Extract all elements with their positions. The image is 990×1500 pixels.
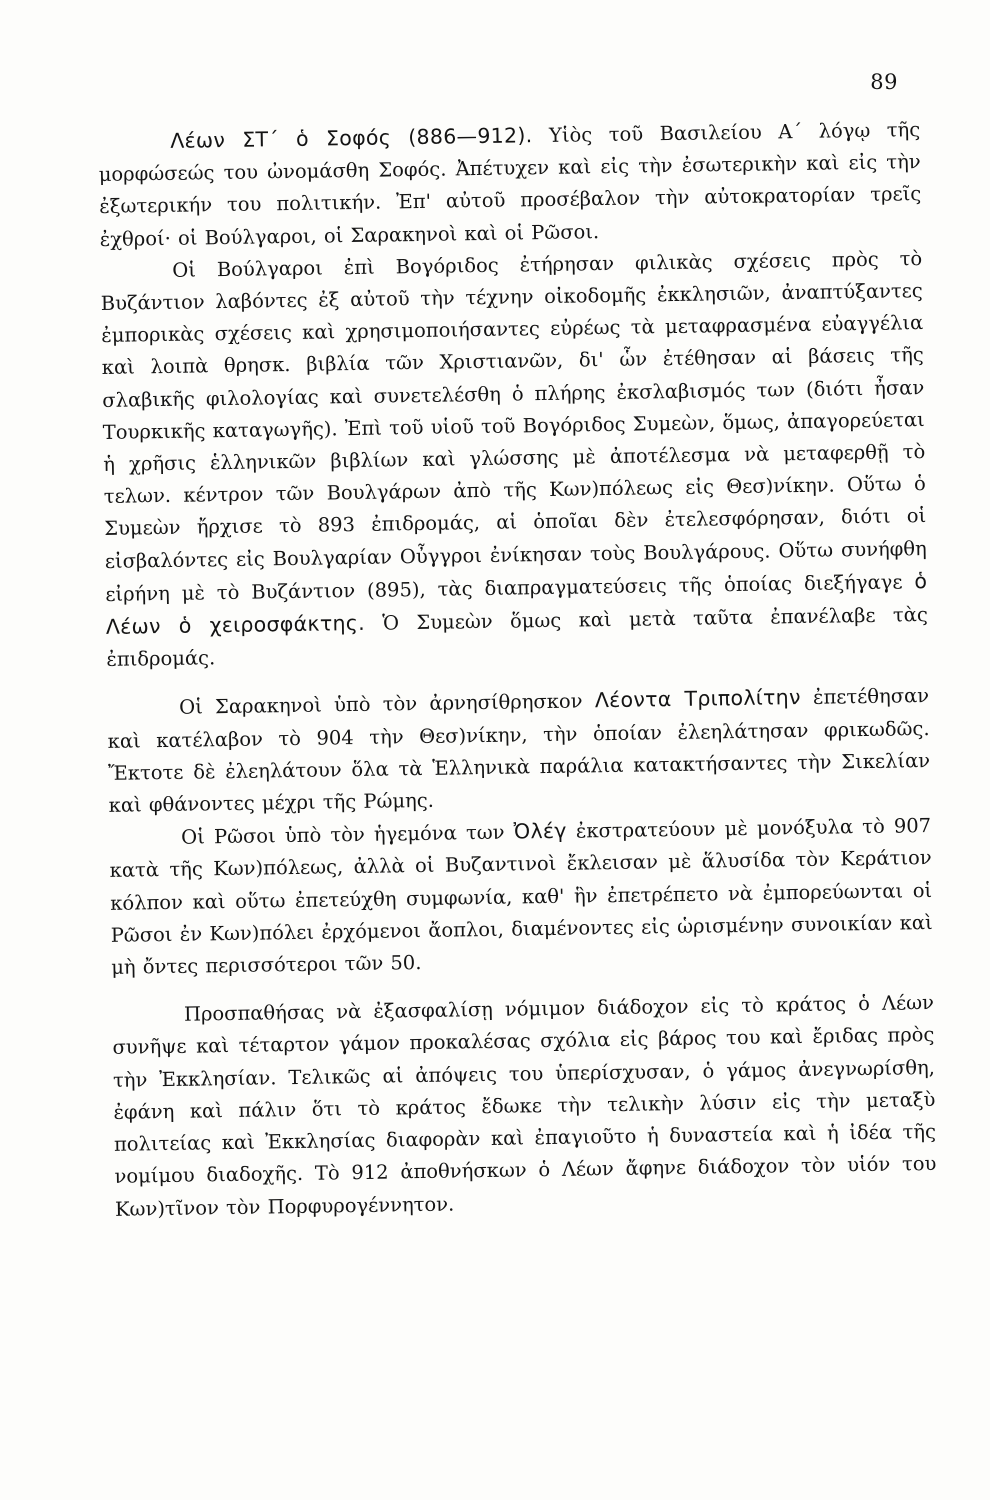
paragraph-text: Οἱ Βούλγαροι ἐπὶ Βογόριδος ἐτήρησαν φιλικὰς σχέσεις πρὸς τὸ Βυζάντιον λαβόντες ἐξ αὐτοῦ τὴν τέχνην οἰκοδομῆς ἐκκλησιῶν, ἀναπτύξαντες ἐμπορικὰς σχέσεις καὶ χρησιμοποιήσαντες εὐρέως τὰ μεταφρασμένα εὐαγγέλια καὶ λοιπὰ θρησκ. βιβλία τῶν Χριστιανῶν, δι' ὧν ἐτέθησαν αἱ βάσεις τῆς σλαβικῆς φιλολογίας καὶ συνετελέσθη ὁ πλήρης ἐκσλαβισμός των (διότι ἦσαν Τουρκικῆς καταγωγῆς). Ἐπὶ τοῦ υἱοῦ τοῦ Βογόριδος Συμεὼν, ὅμως, ἀπαγορεύεται ἡ χρῆσις ἑλληνικῶν βιβλίων καὶ γλώσσης μὲ ἀποτέλεσμα νὰ μεταφερθῇ τὸ τελων. κέντρον τῶν Βουλγάρων ἀπὸ τῆς Κων)πόλεως εἰς Θεσ)νίκην. Οὕτω ὁ Συμεὼν ἤρχισε τὸ 893 ἐπιδρομάς, αἱ ὁποῖαι δὲν ἐτελεσφόρησαν, διότι οἱ εἰσβαλόντες εἰς Βουλγαρίαν Οὖγγροι ἐνίκησαν τοὺς Βουλγάρους. Οὕτω συνήφθη εἰρήνη μὲ τὸ Βυζάντιον (895), τὰς διαπραγματεύσεις τῆς ὁποίας διεξήγαγε <box>100 246 927 606</box>
paragraph-saracens <box>107 679 931 822</box>
emphasis-text: Ὀλέγ <box>513 818 567 844</box>
paragraph-russians <box>109 809 933 984</box>
paragraph-tail: ἐκστρατεύουν μὲ μονόξυλα τὸ 907 κατὰ τῆς Κων)πόλεως, ἀλλὰ οἱ Βυζαντινοὶ ἔκλεισαν μὲ ἅλυσίδα τὸν Κεράτιον κόλπον καὶ οὕτω ἐπετεύχθη συμφωνία, καθ' ἣν ἐπετρέπετο νὰ ἐμπορεύωνται οἱ Ρῶσοι ἐν Κων)πόλει ἐρχόμενοι ἄοπλοι, διαμένοντες εἰς ὡρισμένην συνοικίαν καὶ μὴ ὄντες περισσότεροι τῶν 50. <box>109 814 933 979</box>
paragraph-text: Οἱ Σαρακηνοὶ ὑπὸ τὸν ἀρνησίθρησκον <box>178 689 583 720</box>
emphasis-text: Λέοντα Τριπολίτην <box>594 685 801 713</box>
section-heading: Λέων ΣΤ΄ ὁ Σοφός (886—912). <box>170 123 533 153</box>
paragraph-leo-intro <box>98 113 922 256</box>
page-number: 89 <box>870 70 898 94</box>
paragraph-tail: Ὁ Συμεὼν ὅμως καὶ μετὰ ταῦτα ἐπανέλαβε τὰς ἐπιδρομάς. <box>106 603 928 672</box>
paragraph-text: Υἱὸς τοῦ Βασιλείου Α΄ λόγῳ τῆς μορφώσεώς του ὠνομάσθη Σοφός. Ἀπέτυχεν καὶ εἰς τὴν ἐσωτερικὴν καὶ εἰς τὴν ἐξωτερικήν του πολιτικήν. Ἐπ' αὐτοῦ προσέβαλον τὴν αὐτοκρατορίαν τρεῖς ἐχθροί· οἱ Βούλγαροι, οἱ Σαρακηνοὶ καὶ οἱ Ρῶσοι. <box>98 118 922 251</box>
paragraph-text: Προσπαθήσας νὰ ἐξασφαλίσῃ νόμιμον διάδοχον εἰς τὸ κράτος ὁ Λέων συνῆψε καὶ τέταρτον γάμον προκαλέσας σχόλια εἰς βάρος του καὶ ἔριδας πρὸς τὴν Ἐκκλησίαν. Τελικῶς αἱ ἀπόψεις του ὑπερίσχυσαν, ὁ γάμος ἀνεγνωρίσθη, ἐφάνη καὶ πάλιν ὅτι τὸ κράτος ἔδωκε τὴν τελικὴν λύσιν εἰς τὴν μεταξὺ πολιτείας καὶ Ἐκκλησίας διαφορὰν καὶ ἐπαγιοῦτο ἡ δυναστεία καὶ ἡ ἰδέα τῆς νομίμου διαδοχῆς. Τὸ 912 ἀποθνήσκων ὁ Λέων ἄφηνε διάδοχον τὸν υἱόν του Κων)τῖνον τὸν Πορφυρογέννητον. <box>112 991 937 1221</box>
body-text <box>98 113 937 1225</box>
emphasis-text: ὁ Λέων ὁ χειροσφάκτης. <box>105 568 928 639</box>
paragraph-text: Οἱ Ρῶσοι ὑπὸ τὸν ἡγεμόνα των <box>181 820 505 850</box>
paragraph-bulgarians <box>100 243 929 677</box>
paragraph-succession <box>112 987 937 1225</box>
paragraph-tail: ἐπετέθησαν καὶ κατέλαβον τὸ 904 τὴν Θεσ)νίκην, τὴν ὁποίαν ἐλεηλάτησαν φρικωδῶς. Ἔκτοτε δὲ ἐλεηλάτουν ὅλα τὰ Ἑλληνικὰ παράλια κατακτήσαντες τὴν Σικελίαν καὶ φθάνοντες μέχρι τῆς Ρώμης. <box>107 684 931 817</box>
